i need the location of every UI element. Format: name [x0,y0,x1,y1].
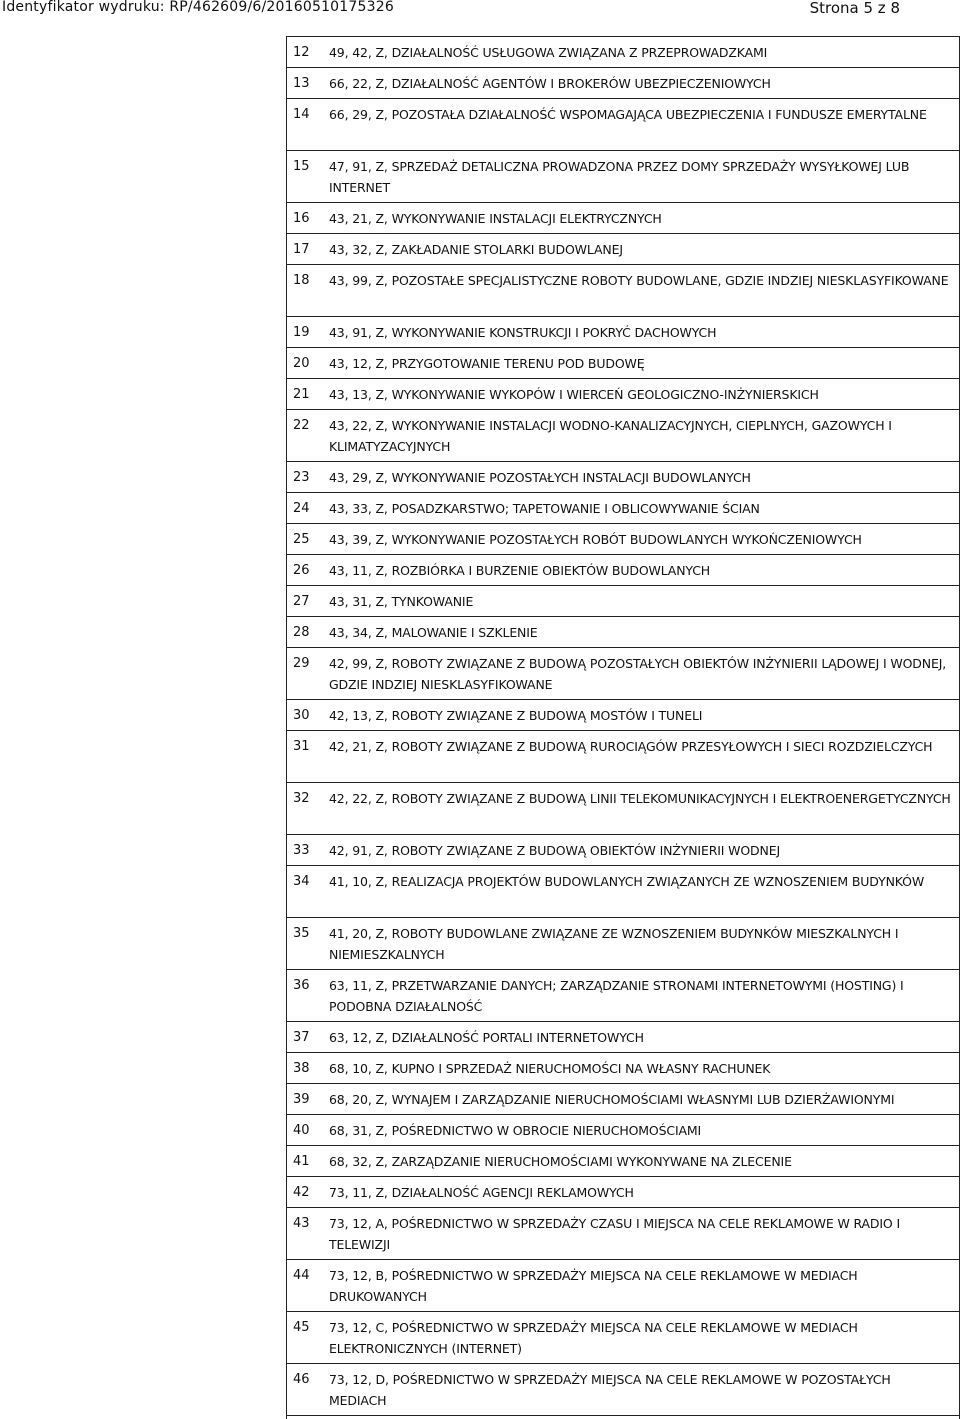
table-row [287,835,959,866]
table-row [287,493,959,524]
row-number: 35 [293,926,310,941]
row-description: 41, 20, Z, ROBOTY BUDOWLANE ZWIĄZANE ZE WZNOSZENIEM BUDYNKÓW MIESZKALNYCH I NIEMIESZKALNYCH [329,926,899,962]
table-row [287,648,959,700]
table-row [287,700,959,731]
table-row [287,203,959,234]
table-row [287,379,959,410]
row-number: 32 [293,791,310,806]
table-row [287,234,959,265]
table-row [287,1177,959,1208]
row-number: 38 [293,1061,310,1076]
row-description: 73, 12, C, POŚREDNICTWO W SPRZEDAŻY MIEJSCA NA CELE REKLAMOWE W MEDIACH ELEKTRONICZNYCH (INTERNET) [329,1320,858,1356]
row-description: 41, 10, Z, REALIZACJA PROJEKTÓW BUDOWLANYCH ZWIĄZANYCH ZE WZNOSZENIEM BUDYNKÓW [329,874,925,889]
row-number: 12 [293,45,310,60]
page-number: Strona 5 z 8 [809,0,900,17]
table-row [287,1115,959,1146]
table-row [287,1146,959,1177]
table-row [287,37,959,68]
row-description: 43, 11, Z, ROZBIÓRKA I BURZENIE OBIEKTÓW BUDOWLANYCH [329,563,711,578]
row-number: 15 [293,159,310,174]
row-description: 43, 33, Z, POSADZKARSTWO; TAPETOWANIE I OBLICOWYWANIE ŚCIAN [329,501,760,516]
row-number: 27 [293,594,310,609]
row-number: 28 [293,625,310,640]
row-description: 42, 22, Z, ROBOTY ZWIĄZANE Z BUDOWĄ LINII TELEKOMUNIKACYJNYCH I ELEKTROENERGETYCZNYCH [329,791,951,806]
table-row [287,99,959,151]
row-description: 63, 11, Z, PRZETWARZANIE DANYCH; ZARZĄDZANIE STRONAMI INTERNETOWYMI (HOSTING) I PODOBNA DZIAŁALNOŚĆ [329,978,904,1014]
table-row [287,586,959,617]
table-row [287,731,959,783]
row-number: 20 [293,356,310,371]
row-number: 37 [293,1030,310,1045]
row-description: 43, 12, Z, PRZYGOTOWANIE TERENU POD BUDOWĘ [329,356,645,371]
table-row [287,317,959,348]
table-row [287,462,959,493]
table-row [287,918,959,970]
row-description: 43, 22, Z, WYKONYWANIE INSTALACJI WODNO-KANALIZACYJNYCH, CIEPLNYCH, GAZOWYCH I KLIMATYZACYJNYCH [329,418,892,454]
row-number: 45 [293,1320,310,1335]
row-description: 66, 22, Z, DZIAŁALNOŚĆ AGENTÓW I BROKERÓW UBEZPIECZENIOWYCH [329,76,771,91]
row-description: 63, 12, Z, DZIAŁALNOŚĆ PORTALI INTERNETOWYCH [329,1030,644,1045]
table-row [287,348,959,379]
row-number: 18 [293,273,310,288]
table-row [287,1260,959,1312]
table-row [287,1312,959,1364]
row-number: 34 [293,874,310,889]
row-number: 42 [293,1185,310,1200]
row-number: 13 [293,76,310,91]
row-number: 16 [293,211,310,226]
row-description: 43, 39, Z, WYKONYWANIE POZOSTAŁYCH ROBÓT BUDOWLANYCH WYKOŃCZENIOWYCH [329,532,862,547]
row-description: 43, 31, Z, TYNKOWANIE [329,594,474,609]
row-description: 42, 13, Z, ROBOTY ZWIĄZANE Z BUDOWĄ MOSTÓW I TUNELI [329,708,703,723]
table-row [287,68,959,99]
row-description: 43, 32, Z, ZAKŁADANIE STOLARKI BUDOWLANEJ [329,242,623,257]
row-number: 23 [293,470,310,485]
row-number: 21 [293,387,310,402]
row-description: 66, 29, Z, POZOSTAŁA DZIAŁALNOŚĆ WSPOMAGAJĄCA UBEZPIECZENIA I FUNDUSZE EMERYTALNE [329,107,927,122]
row-description: 68, 20, Z, WYNAJEM I ZARZĄDZANIE NIERUCHOMOŚCIAMI WŁASNYMI LUB DZIERŻAWIONYMI [329,1092,895,1107]
row-description: 43, 99, Z, POZOSTAŁE SPECJALISTYCZNE ROBOTY BUDOWLANE, GDZIE INDZIEJ NIESKLASYFIKOWANE [329,273,949,288]
row-number: 40 [293,1123,310,1138]
page-header [0,0,960,20]
row-description: 43, 21, Z, WYKONYWANIE INSTALACJI ELEKTRYCZNYCH [329,211,662,226]
print-identifier: Identyfikator wydruku: RP/462609/6/20160510175326 [2,0,394,15]
table-row [287,1364,959,1416]
row-description: 42, 99, Z, ROBOTY ZWIĄZANE Z BUDOWĄ POZOSTAŁYCH OBIEKTÓW INŻYNIERII LĄDOWEJ I WODNEJ, GDZIE INDZIEJ NIESKLASYFIKOWANE [329,656,947,692]
row-number: 46 [293,1372,310,1387]
row-description: 42, 91, Z, ROBOTY ZWIĄZANE Z BUDOWĄ OBIEKTÓW INŻYNIERII WODNEJ [329,843,780,858]
table-row [287,524,959,555]
row-description: 47, 91, Z, SPRZEDAŻ DETALICZNA PROWADZONA PRZEZ DOMY SPRZEDAŻY WYSYŁKOWEJ LUB INTERNET [329,159,910,195]
table-row [287,410,959,462]
row-number: 33 [293,843,310,858]
row-description: 43, 34, Z, MALOWANIE I SZKLENIE [329,625,538,640]
row-number: 29 [293,656,310,671]
row-description: 73, 12, A, POŚREDNICTWO W SPRZEDAŻY CZASU I MIEJSCA NA CELE REKLAMOWE W RADIO I TELEWIZJI [329,1216,900,1252]
table-row [287,265,959,317]
table-row [287,1208,959,1260]
table-row [287,1053,959,1084]
row-description: 43, 13, Z, WYKONYWANIE WYKOPÓW I WIERCEŃ GEOLOGICZNO-INŻYNIERSKICH [329,387,819,402]
row-description: 68, 32, Z, ZARZĄDZANIE NIERUCHOMOŚCIAMI WYKONYWANE NA ZLECENIE [329,1154,792,1169]
row-number: 24 [293,501,310,516]
row-number: 25 [293,532,310,547]
pkd-table [286,36,960,1419]
row-number: 39 [293,1092,310,1107]
row-number: 44 [293,1268,310,1283]
row-number: 19 [293,325,310,340]
table-row [287,1084,959,1115]
row-number: 36 [293,978,310,993]
table-row [287,970,959,1022]
row-description: 68, 31, Z, POŚREDNICTWO W OBROCIE NIERUCHOMOŚCIAMI [329,1123,702,1138]
row-number: 30 [293,708,310,723]
row-description: 42, 21, Z, ROBOTY ZWIĄZANE Z BUDOWĄ RUROCIĄGÓW PRZESYŁOWYCH I SIECI ROZDZIELCZYCH [329,739,933,754]
table-row [287,1022,959,1053]
table-row [287,866,959,918]
row-description: 73, 12, D, POŚREDNICTWO W SPRZEDAŻY MIEJSCA NA CELE REKLAMOWE W POZOSTAŁYCH MEDIACH [329,1372,891,1408]
row-description: 73, 12, B, POŚREDNICTWO W SPRZEDAŻY MIEJSCA NA CELE REKLAMOWE W MEDIACH DRUKOWANYCH [329,1268,858,1304]
table-row [287,555,959,586]
row-description: 49, 42, Z, DZIAŁALNOŚĆ USŁUGOWA ZWIĄZANA Z PRZEPROWADZKAMI [329,45,768,60]
row-number: 26 [293,563,310,578]
row-number: 41 [293,1154,310,1169]
table-row [287,151,959,203]
row-description: 43, 29, Z, WYKONYWANIE POZOSTAŁYCH INSTALACJI BUDOWLANYCH [329,470,751,485]
row-number: 14 [293,107,310,122]
row-number: 22 [293,418,310,433]
table-row [287,617,959,648]
table-row [287,783,959,835]
row-description: 73, 11, Z, DZIAŁALNOŚĆ AGENCJI REKLAMOWYCH [329,1185,634,1200]
row-description: 68, 10, Z, KUPNO I SPRZEDAŻ NIERUCHOMOŚCI NA WŁASNY RACHUNEK [329,1061,771,1076]
row-description: 43, 91, Z, WYKONYWANIE KONSTRUKCJI I POKRYĆ DACHOWYCH [329,325,717,340]
row-number: 17 [293,242,310,257]
row-number: 43 [293,1216,310,1231]
row-number: 31 [293,739,310,754]
